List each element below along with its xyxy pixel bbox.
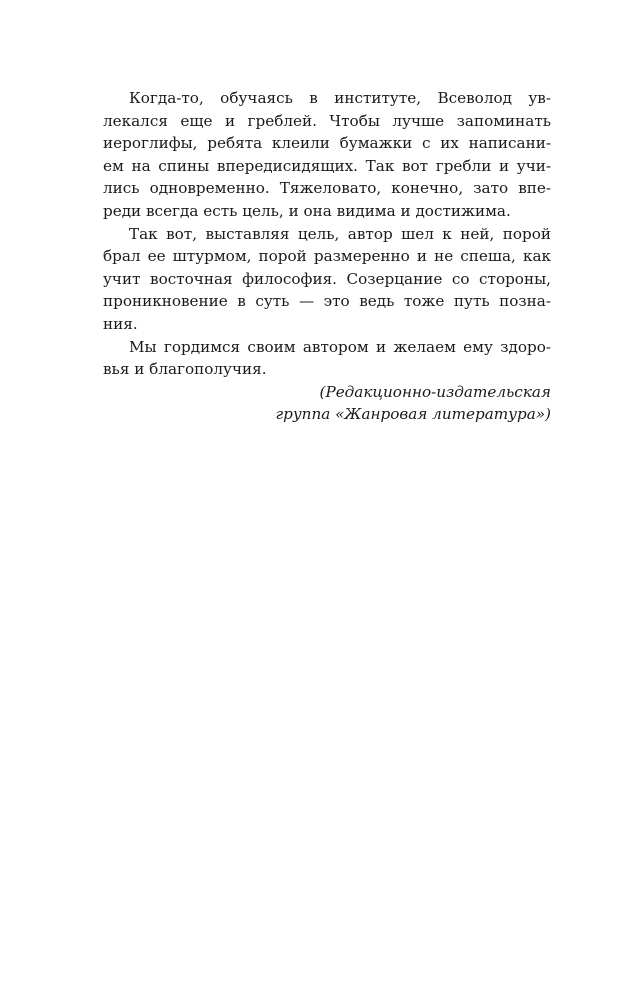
paragraph-line: ем на спины впередисидящих. Так вот гребли и учи-: [103, 156, 551, 175]
paragraph-2: [103, 223, 551, 336]
paragraph-line: Когда-то, обучаясь в институте, Всеволод ув-: [129, 89, 551, 107]
signature-block: [103, 381, 551, 426]
paragraph-line: брал ее штурмом, порой размеренно и не спеша, как: [103, 247, 551, 266]
paragraph-line: вья и благополучия.: [103, 360, 267, 379]
paragraph-3: [103, 336, 551, 381]
paragraph-line: учит восточная философия. Созерцание со стороны,: [103, 269, 551, 288]
paragraph-line: лекался еще и греблей. Чтобы лучше запоминать: [103, 111, 551, 130]
signature-line: группа «Жанровая литература»): [275, 405, 551, 424]
paragraph-line: Мы гордимся своим автором и желаем ему здоро-: [129, 337, 551, 356]
paragraph-line: Так вот, выставляя цель, автор шел к ней, порой: [129, 224, 551, 243]
paragraph-line: иероглифы, ребята клеили бумажки с их написани-: [103, 134, 551, 153]
paragraph-line: лись одновременно. Тяжеловато, конечно, зато впе-: [103, 179, 551, 198]
signature-line: (Редакционно-издательская: [319, 382, 551, 401]
paragraph-line: ния.: [103, 314, 138, 333]
paragraph-line: проникновение в суть — это ведь тоже путь позна-: [103, 292, 551, 311]
paragraph-1: [103, 87, 551, 223]
paragraph-line: реди всегда есть цель, и она видима и достижима.: [103, 201, 511, 220]
page-body: [103, 87, 551, 426]
